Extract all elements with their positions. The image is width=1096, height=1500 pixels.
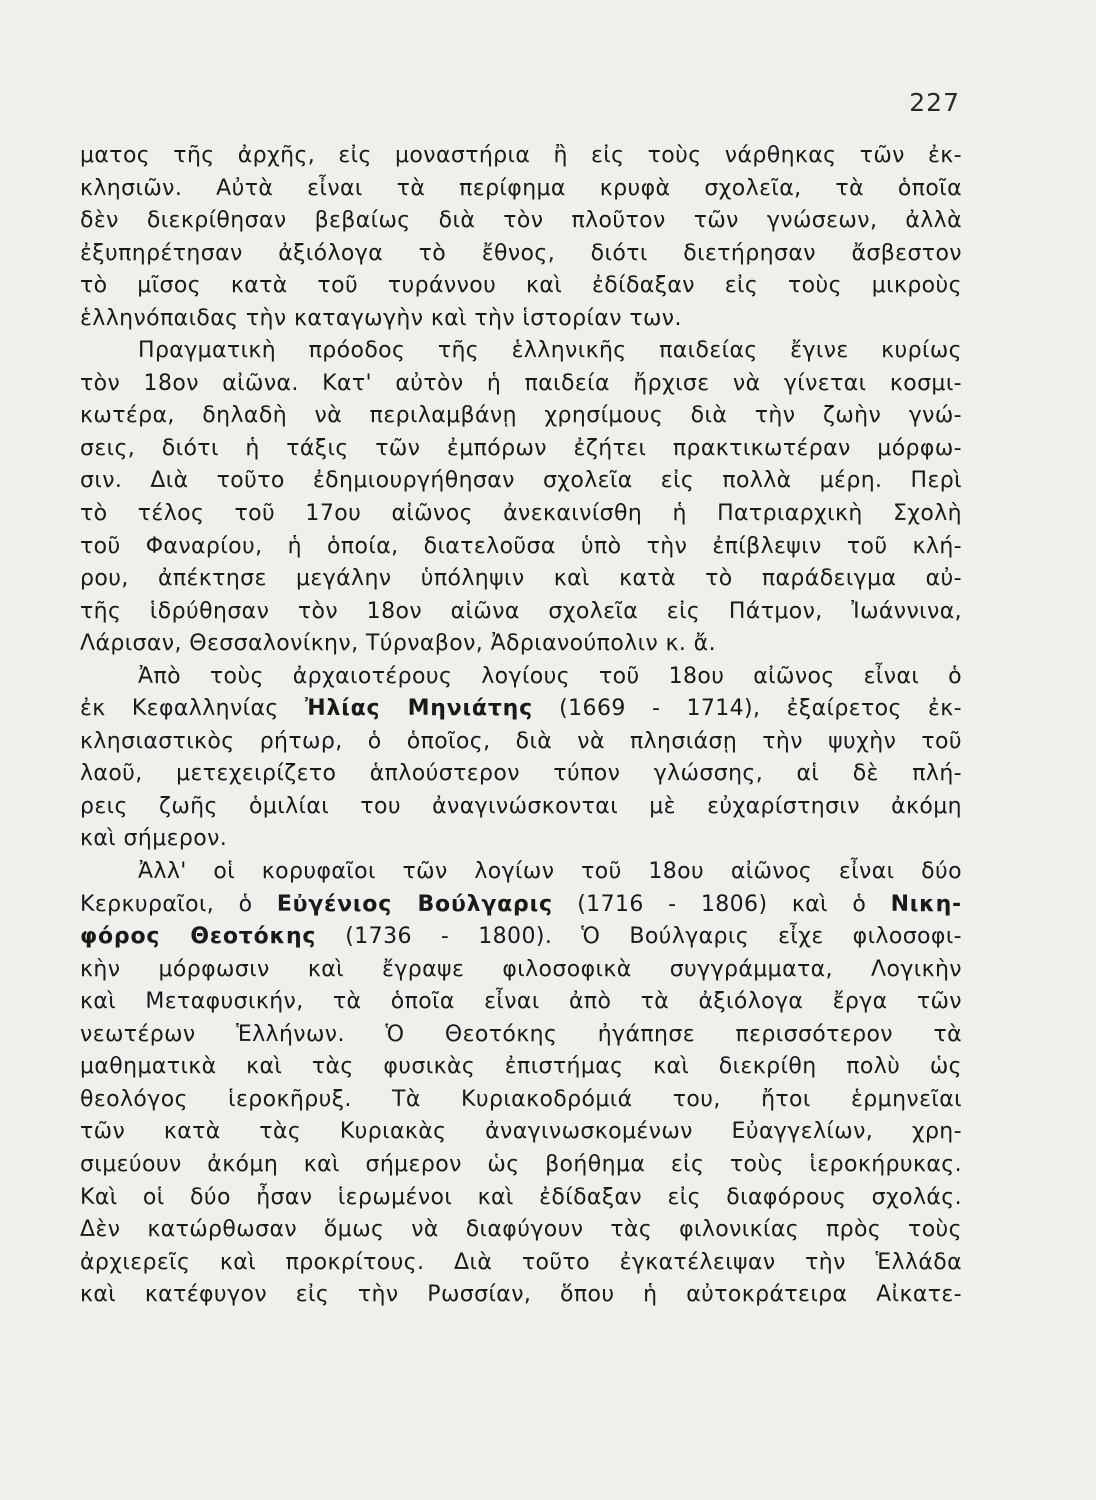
text-line <box>80 1084 962 1117</box>
text-segment: νεωτέρων Ἑλλήνων. Ὁ Θεοτόκης ἠγάπησε περισσότερον τὰ <box>80 1021 962 1047</box>
text-segment: (1669 - 1714), ἐξαίρετος ἐκ- <box>532 696 962 722</box>
text-segment: τοῦ Φαναρίου, ἡ ὁποία, διατελοῦσα ὑπὸ τὴν ἐπίβλεψιν τοῦ κλή- <box>80 533 962 559</box>
text-segment: κωτέρα, δηλαδὴ νὰ περιλαμβάνῃ χρησίμους διὰ τὴν ζωὴν γνώ- <box>80 403 962 429</box>
text-line <box>80 335 962 368</box>
text-segment: ρεις ζωῆς ὁμιλίαι του ἀναγινώσκονται μὲ εὐχαρίστησιν ἀκόμη <box>80 793 962 819</box>
text-segment: κλησιαστικὸς ρήτωρ, ὁ ὁποῖος, διὰ νὰ πλησιάσῃ τὴν ψυχὴν τοῦ <box>80 728 962 754</box>
text-segment: καὶ σήμερον. <box>80 826 228 852</box>
text-line <box>80 661 962 694</box>
text-segment: κὴν μόρφωσιν καὶ ἔγραψε φιλοσοφικὰ συγγράμματα, Λογικὴν <box>80 956 962 982</box>
text-segment: τὸ μῖσος κατὰ τοῦ τυράννου καὶ ἐδίδαξαν εἰς τοὺς μικροὺς <box>80 273 962 299</box>
bold-name-segment: φόρος Θεοτόκης <box>80 924 317 950</box>
text-line <box>80 889 962 922</box>
text-segment: Ἀλλ' οἱ κορυφαῖοι τῶν λογίων τοῦ 18ου αἰῶνος εἶναι δύο <box>138 859 962 885</box>
text-segment: Λάρισαν, Θεσσαλονίκην, Τύρναβον, Ἀδριανούπολιν κ. ἄ. <box>80 631 716 657</box>
text-line <box>80 921 962 954</box>
text-segment: ἀρχιερεῖς καὶ προκρίτους. Διὰ τοῦτο ἐγκατέλειψαν τὴν Ἑλλάδα <box>80 1249 962 1275</box>
text-line <box>80 531 962 564</box>
text-segment: τὸ τέλος τοῦ 17ου αἰῶνος ἀνεκαινίσθη ἡ Πατριαρχικὴ Σχολὴ <box>80 501 962 527</box>
page-number: 227 <box>909 88 960 117</box>
text-line <box>80 1116 962 1149</box>
text-line <box>80 954 962 987</box>
text-line <box>80 628 962 661</box>
text-line <box>80 368 962 401</box>
bold-name-segment: Ἠλίας Μηνιάτης <box>304 696 533 722</box>
text-segment: (1736 - 1800). Ὁ Βούλγαρις εἶχε φιλοσοφι- <box>316 924 962 950</box>
text-line <box>80 238 962 271</box>
text-line <box>80 173 962 206</box>
text-line <box>80 1279 962 1312</box>
text-line <box>80 986 962 1019</box>
text-segment: καὶ κατέφυγον εἰς τὴν Ρωσσίαν, ὅπου ἡ αὐτοκράτειρα Αἰκατε- <box>80 1282 962 1308</box>
text-line <box>80 791 962 824</box>
text-line <box>80 563 962 596</box>
text-segment: (1716 - 1806) καὶ ὁ <box>552 891 891 917</box>
text-segment: καὶ Μεταφυσικήν, τὰ ὁποῖα εἶναι ἀπὸ τὰ ἀξιόλογα ἔργα τῶν <box>80 989 962 1015</box>
text-segment: δὲν διεκρίθησαν βεβαίως διὰ τὸν πλοῦτον τῶν γνώσεων, ἀλλὰ <box>80 208 962 234</box>
text-segment: ἐξυπηρέτησαν ἀξιόλογα τὸ ἔθνος, διότι διετήρησαν ἄσβεστον <box>80 240 962 266</box>
text-segment: σιμεύουν ἀκόμη καὶ σήμερον ὡς βοήθημα εἰς τοὺς ἱεροκήρυκας. <box>80 1151 962 1177</box>
text-line <box>80 726 962 759</box>
text-segment: Κερκυραῖοι, ὁ <box>80 891 277 917</box>
text-line <box>80 205 962 238</box>
text-line <box>80 856 962 889</box>
text-segment: λαοῦ, μετεχειρίζετο ἁπλούστερον τύπον γλώσσης, αἱ δὲ πλή- <box>80 761 962 787</box>
bold-name-segment: Εὐγένιος Βούλγαρις <box>276 891 553 917</box>
text-segment: ἑλληνόπαιδας τὴν καταγωγὴν καὶ τὴν ἱστορίαν των. <box>80 305 682 331</box>
text-segment: Δὲν κατώρθωσαν ὅμως νὰ διαφύγουν τὰς φιλονικίας πρὸς τοὺς <box>80 1217 962 1243</box>
text-segment: τὸν 18ον αἰῶνα. Κατ' αὐτὸν ἡ παιδεία ἤρχισε νὰ γίνεται κοσμι- <box>80 370 962 396</box>
text-segment: κλησιῶν. Αὐτὰ εἶναι τὰ περίφημα κρυφὰ σχολεῖα, τὰ ὁποῖα <box>80 175 962 201</box>
text-segment: μαθηματικὰ καὶ τὰς φυσικὰς ἐπιστήμας καὶ διεκρίθη πολὺ ὡς <box>80 1054 962 1080</box>
text-line <box>80 693 962 726</box>
text-line <box>80 270 962 303</box>
text-line <box>80 823 962 856</box>
text-segment: τῆς ἱδρύθησαν τὸν 18ον αἰῶνα σχολεῖα εἰς Πάτμον, Ἰωάννινα, <box>80 598 962 624</box>
text-line <box>80 303 962 336</box>
text-line <box>80 758 962 791</box>
text-line <box>80 465 962 498</box>
text-line <box>80 400 962 433</box>
text-segment: Πραγματικὴ πρόοδος τῆς ἑλληνικῆς παιδείας ἔγινε κυρίως <box>138 338 962 364</box>
body-text <box>80 140 962 1312</box>
text-segment: ματος τῆς ἀρχῆς, εἰς μοναστήρια ἢ εἰς τοὺς νάρθηκας τῶν ἐκ- <box>80 143 962 168</box>
text-line <box>80 1182 962 1215</box>
text-segment: ἐκ Κεφαλληνίας <box>80 696 305 722</box>
text-segment: Καὶ οἱ δύο ἦσαν ἱερωμένοι καὶ ἐδίδαξαν εἰς διαφόρους σχολάς. <box>80 1184 962 1210</box>
text-line <box>80 498 962 531</box>
text-segment: ρου, ἀπέκτησε μεγάλην ὑπόληψιν καὶ κατὰ τὸ παράδειγμα αὐ- <box>80 566 962 592</box>
text-line <box>80 140 962 173</box>
text-segment: τῶν κατὰ τὰς Κυριακὰς ἀναγινωσκομένων Εὐαγγελίων, χρη- <box>80 1119 962 1145</box>
text-line <box>80 1214 962 1247</box>
text-segment: σιν. Διὰ τοῦτο ἐδημιουργήθησαν σχολεῖα εἰς πολλὰ μέρη. Περὶ <box>80 468 962 494</box>
text-line <box>80 1149 962 1182</box>
text-line <box>80 1247 962 1280</box>
text-segment: Ἀπὸ τοὺς ἀρχαιοτέρους λογίους τοῦ 18ου αἰῶνος εἶναι ὁ <box>138 663 962 689</box>
text-line <box>80 596 962 629</box>
text-line <box>80 1019 962 1052</box>
text-segment: θεολόγος ἱεροκῆρυξ. Τὰ Κυριακοδρόμιά του, ἤτοι ἑρμηνεῖαι <box>80 1086 962 1112</box>
text-line <box>80 433 962 466</box>
bold-name-segment: Νικη- <box>890 891 962 917</box>
text-segment: σεις, διότι ἡ τάξις τῶν ἐμπόρων ἐζήτει πρακτικωτέραν μόρφω- <box>80 435 962 461</box>
text-line <box>80 1051 962 1084</box>
